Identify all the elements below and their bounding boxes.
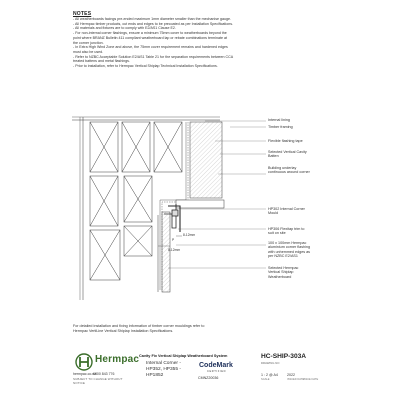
label-corner-mould (268, 207, 305, 216)
note-line: - In Extra High Wind Zone and above, the 75mm cover requirement remains and hardened edges (73, 45, 228, 50)
label-cavity-batten-line1: Selected Vertical Cavity (268, 150, 307, 154)
hermpac-logo (73, 354, 140, 385)
title-block (73, 348, 323, 385)
installation-footnote (73, 324, 303, 333)
drawing-title (146, 361, 181, 379)
issue-label: ISSUE DATE (303, 378, 319, 381)
label-flashing-line3: with unhemmed edges as (268, 249, 311, 254)
drawing-number-label: DRAWING NO (261, 361, 280, 365)
label-flexitap-line1: HP306 Flexitap trim to (268, 227, 305, 231)
dimension-label-1: 8-12mm (183, 233, 196, 237)
label-corner-flashing (268, 241, 310, 258)
label-cavity-batten-line2: Batten (268, 154, 279, 159)
label-flashing-line4: per NZBC E2/AS1 (268, 253, 298, 258)
codemark-number: CMNZ20036 (198, 376, 219, 380)
scale-value: 1 : 2 @ A4 (261, 373, 278, 377)
note-line: must also be used. (73, 49, 104, 54)
note-line: treated battens and metal flashings. (73, 59, 130, 64)
phone-number: 0800 843 776 (93, 372, 115, 376)
label-weatherboard (268, 266, 298, 279)
drawing-title-line2: HP352, HP355 - (146, 367, 181, 372)
label-flashing-line1: 100 x 100mm Hermpac (268, 241, 307, 245)
note-line: - All Hermpac timber products, cut ends and edges to be precoated as per Installation Specifications. (73, 21, 234, 26)
label-timber-framing: Timber framing (268, 125, 293, 129)
label-corner-mould-line2: Mould (268, 211, 279, 216)
label-underlay-line1: Building underlay (268, 166, 297, 170)
dimension-label-2: 8-12mm (168, 248, 181, 252)
codemark-certified: CERTIFIED (207, 370, 227, 373)
drawing-number: HC-SHIP-303A (261, 353, 307, 360)
label-underlay (268, 166, 310, 175)
label-weatherboard-line2: Vertical Shiplap (268, 270, 294, 275)
note-line: the corner junction. (73, 40, 104, 45)
note-line: - For non-internal corner flashings, ensure a minimum 75mm cover to weatherboards beyond the (73, 31, 227, 36)
system-title: Cavity Fix Vertical Shiplap Weatherboard System (139, 354, 228, 358)
label-corner-mould-line1: HP302 Internal Corner (268, 207, 305, 211)
hermpac-logo-icon (75, 353, 93, 371)
codemark-badge (197, 362, 243, 382)
label-underlay-line2: continuous around corner (268, 170, 310, 175)
label-weatherboard-line3: Weatherboard (268, 274, 292, 279)
note-line: - All weatherboards facings pre-ended maximum 1mm diameter smaller than the mechanise gauge. (73, 17, 232, 21)
website-link[interactable]: hermpac.co.nz (73, 372, 96, 376)
note-line: - All materials and fixtures are to comply with E2/AS1 Clause E2. (73, 26, 176, 31)
disclaimer-text: SUBJECT TO CHANGE WITHOUT NOTICE (73, 377, 123, 385)
weatherboard-top (176, 122, 224, 208)
label-flexitap (268, 227, 304, 236)
drawing-title-line1: Internal Corner - (146, 361, 181, 366)
footnote-line-1: For detailed installation and fixing information of timber corner mouldings refer to (73, 324, 205, 328)
date-label: ISSUED DATE (287, 378, 305, 381)
brand-name: Hermpac (95, 354, 140, 365)
label-flashing-line2: aluminium corner flashing (268, 245, 311, 250)
footnote-line-2: Hermpac VertiLine Vertical Shiplap Installation Specifications. (73, 328, 174, 333)
label-internal-lining: Internal lining (268, 118, 290, 122)
label-flexible-flashing: Flexible flashing tape (268, 139, 303, 143)
date-value: 2022 (287, 373, 295, 377)
codemark-logo: CodeMark (199, 362, 233, 369)
notes-title: NOTES (73, 11, 92, 17)
label-weatherboard-line1: Selected Hermpac (268, 266, 299, 270)
note-line: - Refer to NZBC Acceptable Solution E2/AS1 Table 21 for the separation requirements between CCA (73, 54, 234, 59)
note-line: point where BRANZ Bulletin 411 compliant weatherboard lap or rebate combinations terminate at (73, 35, 227, 40)
scale-label: SCALE (261, 378, 270, 381)
drawing-title-line3: HP1852 (146, 373, 164, 378)
dimension-label-p: P (172, 238, 175, 242)
note-line: - Prior to installation, refer to Hermpac Vertical Shiplap Technical Installation Specifications. (73, 64, 218, 69)
label-flexitap-line2: suit on site (268, 231, 286, 236)
label-cavity-batten (268, 150, 307, 159)
